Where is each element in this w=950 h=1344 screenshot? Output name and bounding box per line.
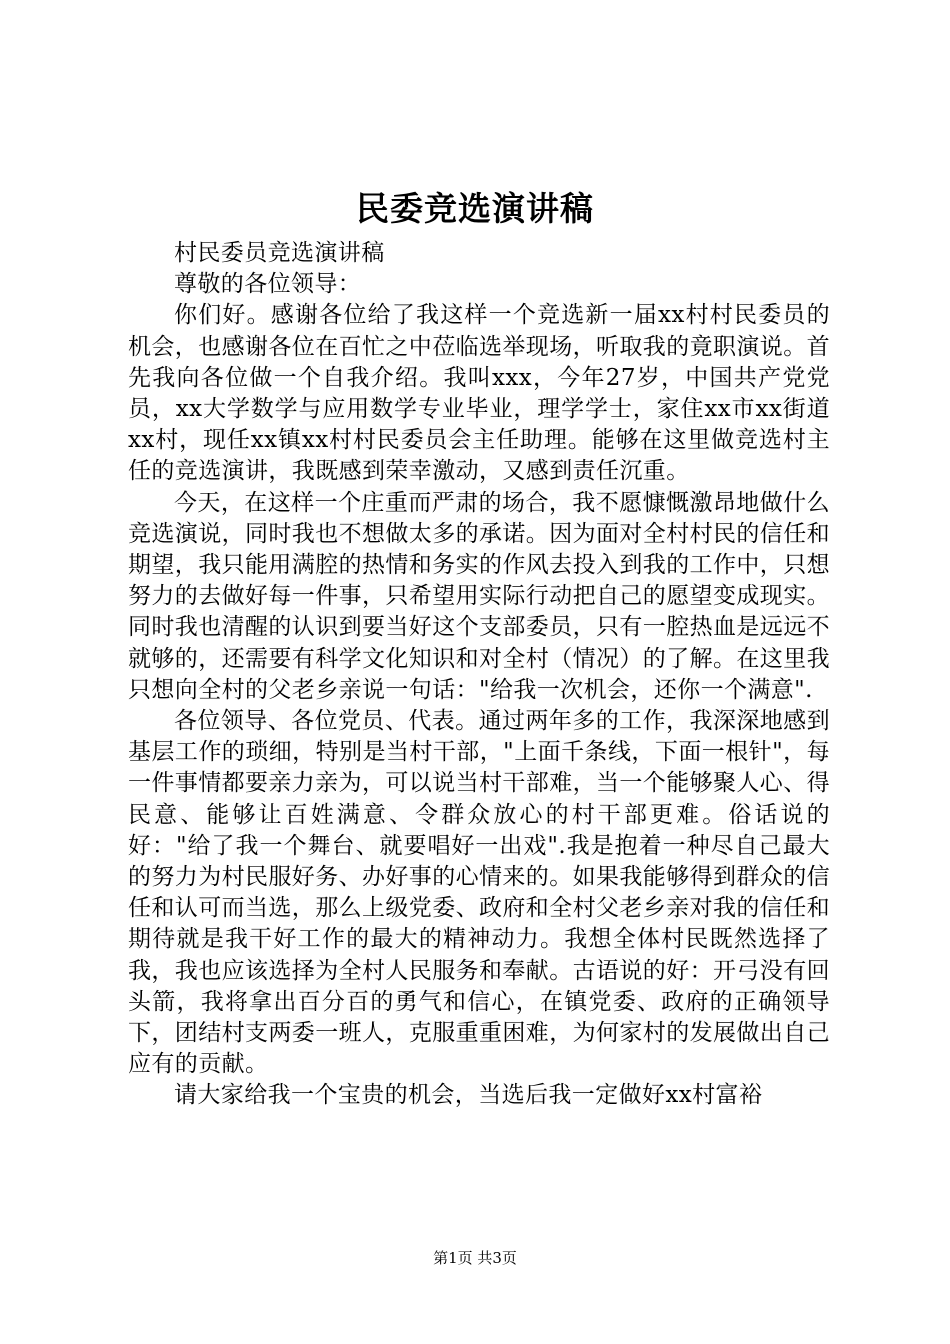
paragraph-salutation: 尊敬的各位领导： <box>174 271 362 298</box>
paragraph-commitment: 今天，在这样一个庄重而严肃的场合，我不愿慷慨激昂地做什么竞选演说，同时我也不想做太多的承诺。因为面对全村村民的信任和期望，我只能用满腔的热情和务实的作风去投入到我的工作中，只想努力的去做好每一件事，只希望用实际行动把自己的愿望变成现实。同时我也清醒的认识到要当好这个支部委员，只有一腔热血是远远不就够的，还需要有科学文化知识和对全村（情况）的了解。在这里我只想向全村的父老乡亲说一句话："给我一次机会，还你一个满意". <box>128 489 830 703</box>
paragraph-subtitle: 村民委员竞选演讲稿 <box>174 240 385 266</box>
paragraph-closing: 请大家给我一个宝贵的机会，当选后我一定做好xx村富裕 <box>174 1082 763 1109</box>
document-title: 民委竞选演讲稿 <box>356 189 594 228</box>
paragraph-experience: 各位领导、各位党员、代表。通过两年多的工作，我深深地感到基层工作的琐细，特别是当村干部，"上面千条线，下面一根针"，每一件事情都要亲力亲为，可以说当村干部难，当一个能够聚人心、得民意、能够让百姓满意、令群众放心的村干部更难。俗话说的好："给了我一个舞台、就要唱好一出戏".我是抱着一种尽自己最大的努力为村民服好务、办好事的心情来的。如果我能够得到群众的信任和认可而当选，那么上级党委、政府和全村父老乡亲对我的信任和期待就是我干好工作的最大的精神动力。我想全体村民既然选择了我，我也应该选择为全村人民服务和奉献。古语说的好：开弓没有回头箭，我将拿出百分百的勇气和信心，在镇党委、政府的正确领导下，团结村支两委一班人，克服重重困难，为何家村的发展做出自己应有的贡献。 <box>128 708 830 1078</box>
document-body <box>128 238 830 1112</box>
paragraph-introduction: 你们好。感谢各位给了我这样一个竞选新一届xx村村民委员的机会，也感谢各位在百忙之中莅临选举现场，听取我的竟职演说。首先我向各位做一个自我介绍。我叫xxx，今年27岁，中国共产党党员，xx大学数学与应用数学专业毕业，理学学士，家住xx市xx街道xx村，现任xx镇xx村村民委员会主任助理。能够在这里做竞选村主任的竞选演讲，我既感到荣幸激动，又感到责任沉重。 <box>128 302 830 485</box>
page-footer: 第1页 共3页 <box>433 1249 517 1267</box>
